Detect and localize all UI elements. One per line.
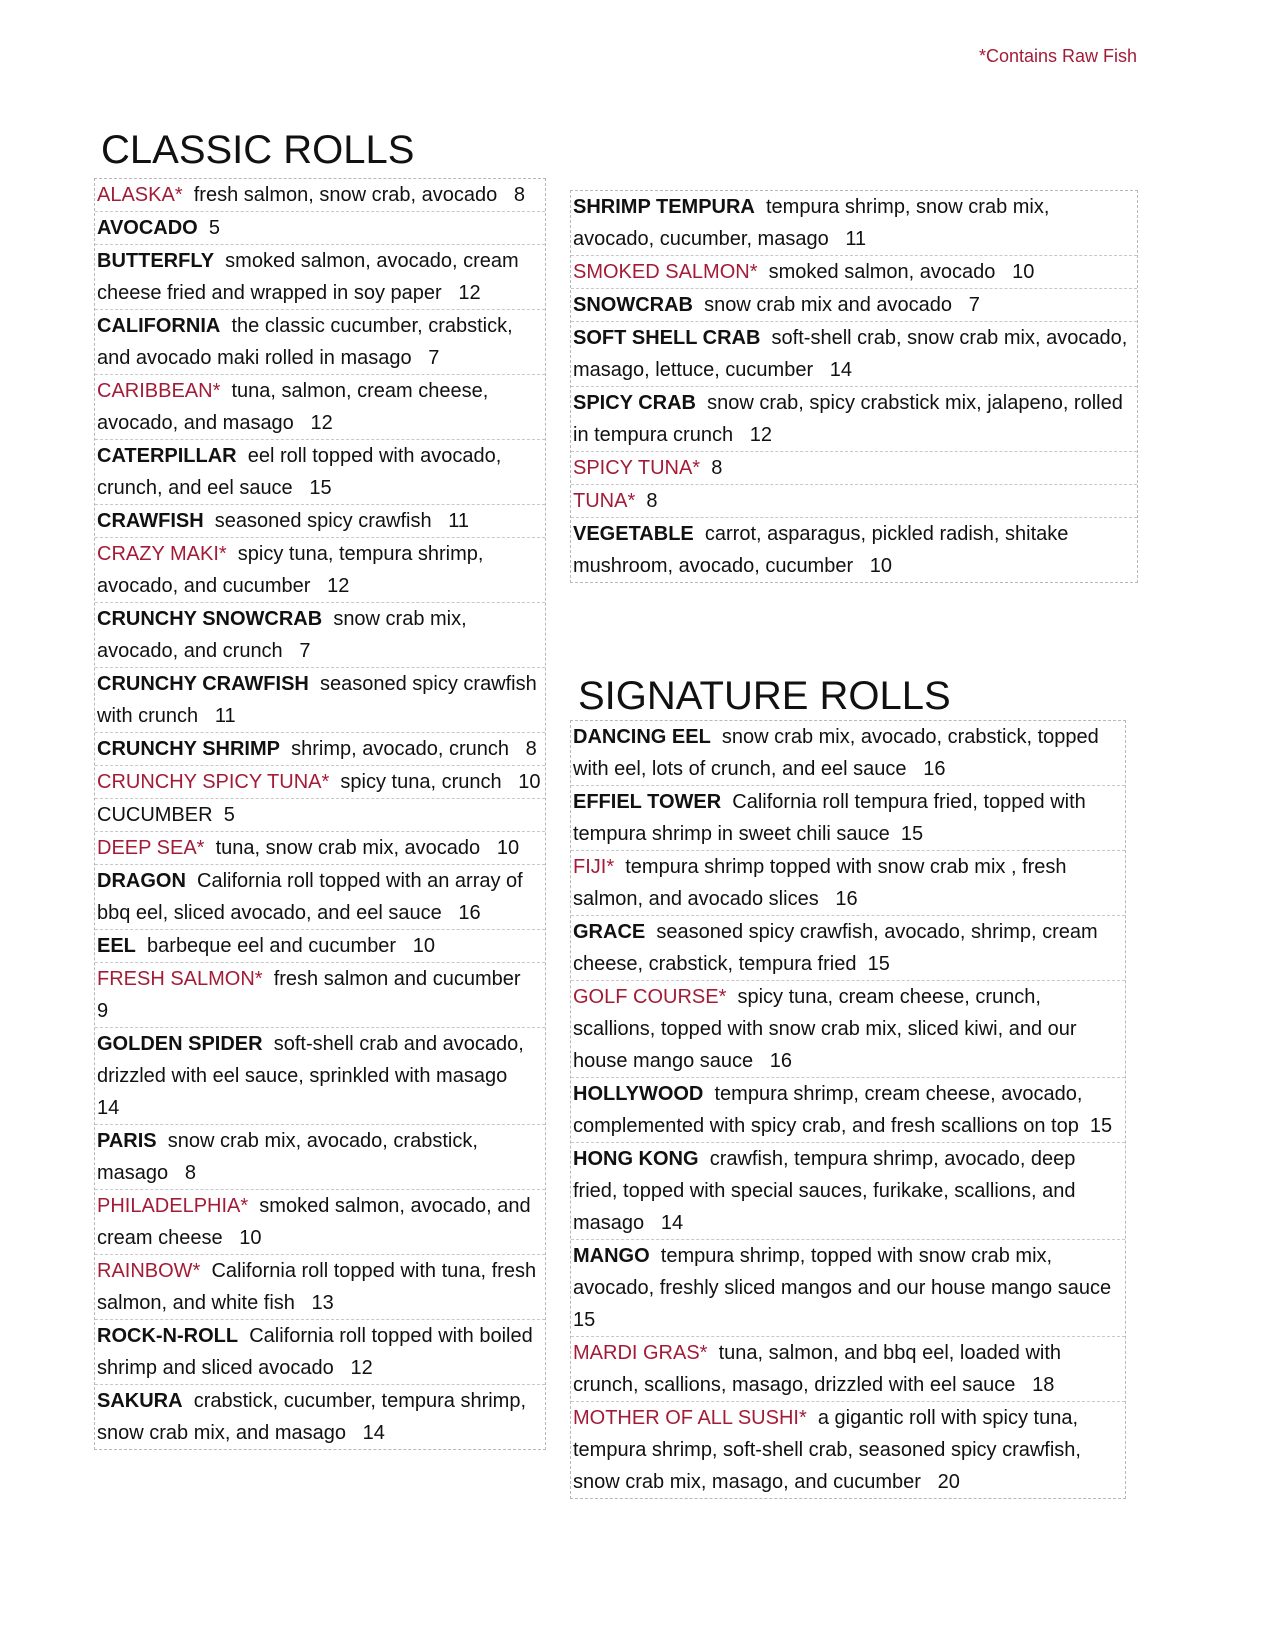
item-description: carrot, asparagus, pickled radish, shitake mushroom, avocado, cucumber 10 <box>573 523 1074 577</box>
item-description: eel roll topped with avocado, crunch, and eel sauce 15 <box>97 445 507 499</box>
item-name: GOLF COURSE* <box>573 986 727 1008</box>
item-description: soft-shell crab, snow crab mix, avocado, masago, lettuce, cucumber 14 <box>573 327 1133 381</box>
item-name: CRUNCHY SHRIMP <box>97 738 280 760</box>
item-name: ALASKA* <box>97 184 183 206</box>
menu-item <box>95 538 545 603</box>
menu-item <box>95 766 545 799</box>
item-description: California roll tempura fried, topped with tempura shrimp in sweet chili sauce 15 <box>573 791 1092 845</box>
item-name: EFFIEL TOWER <box>573 791 722 813</box>
item-name: SMOKED SALMON* <box>573 261 758 283</box>
item-description: smoked salmon, avocado, cream cheese fried and wrapped in soy paper 12 <box>97 250 525 304</box>
item-description: barbeque eel and cucumber 10 <box>147 935 436 957</box>
item-name: DRAGON <box>97 870 186 892</box>
item-name: CRUNCHY SPICY TUNA* <box>97 771 330 793</box>
item-description: spicy tuna, cream cheese, crunch, scallions, topped with snow crab mix, sliced kiwi, and our house mango sauce 16 <box>573 986 1083 1072</box>
item-description: the classic cucumber, crabstick, and avocado maki rolled in masago 7 <box>97 315 519 369</box>
item-description: snow crab, spicy crabstick mix, jalapeno, rolled in tempura crunch 12 <box>573 392 1129 446</box>
item-description: seasoned spicy crawfish 11 <box>214 510 469 532</box>
menu-item <box>571 1402 1125 1498</box>
menu-item <box>571 916 1125 981</box>
menu-item <box>95 668 545 733</box>
menu-item <box>571 1078 1125 1143</box>
item-name: CRUNCHY SNOWCRAB <box>97 608 323 630</box>
menu-item <box>95 375 545 440</box>
item-name: HOLLYWOOD <box>573 1083 704 1105</box>
item-name: SNOWCRAB <box>573 294 693 316</box>
item-description: spicy tuna, tempura shrimp, avocado, and cucumber 12 <box>97 543 490 597</box>
menu-item <box>95 1028 545 1125</box>
item-description: tempura shrimp, cream cheese, avocado, complemented with spicy crab, and fresh scallions on top 15 <box>573 1083 1113 1137</box>
item-description: soft-shell crab and avocado, drizzled with eel sauce, sprinkled with masago 14 <box>97 1033 530 1119</box>
item-name: HONG KONG <box>573 1148 699 1170</box>
item-name: SAKURA <box>97 1390 183 1412</box>
menu-item <box>571 387 1137 452</box>
menu-item <box>571 1337 1125 1402</box>
item-name: TUNA* <box>573 490 636 512</box>
menu-item <box>95 212 545 245</box>
item-name: DANCING EEL <box>573 726 711 748</box>
menu-item <box>571 1240 1128 1337</box>
menu-item <box>571 851 1125 916</box>
menu-item <box>95 310 545 375</box>
classic-rolls-title: CLASSIC ROLLS <box>101 128 415 172</box>
item-name: CARIBBEAN* <box>97 380 221 402</box>
menu-item <box>95 799 545 832</box>
item-name: AVOCADO <box>97 217 198 239</box>
menu-item <box>95 865 545 930</box>
item-name: CRAZY MAKI* <box>97 543 227 565</box>
item-description: seasoned spicy crawfish, avocado, shrimp, cream cheese, crabstick, tempura fried 15 <box>573 921 1104 975</box>
item-name: CALIFORNIA <box>97 315 221 337</box>
item-description: a gigantic roll with spicy tuna, tempura shrimp, soft-shell crab, seasoned spicy crawfish, snow crab mix, masago, and cucumber 20 <box>573 1407 1087 1493</box>
item-description: California roll topped with an array of bbq eel, sliced avocado, and eel sauce 16 <box>97 870 529 924</box>
menu-item <box>95 603 545 668</box>
item-name: VEGETABLE <box>573 523 694 545</box>
item-description: tuna, salmon, and bbq eel, loaded with crunch, scallions, masago, drizzled with eel sauce 18 <box>573 1342 1067 1396</box>
item-description: snow crab mix and avocado 7 <box>704 294 980 316</box>
item-description: fresh salmon and cucumber 9 <box>97 968 538 1022</box>
menu-item <box>95 1320 545 1385</box>
item-name: GOLDEN SPIDER <box>97 1033 263 1055</box>
menu-item <box>95 440 545 505</box>
menu-item <box>571 518 1137 582</box>
classic-rolls-list-continued <box>570 190 1138 583</box>
item-description: tuna, snow crab mix, avocado 10 <box>215 837 520 859</box>
menu-item <box>95 245 545 310</box>
item-name: CATERPILLAR <box>97 445 237 467</box>
item-name: MARDI GRAS* <box>573 1342 708 1364</box>
item-description: 5 <box>208 217 220 239</box>
item-description: 8 <box>646 490 658 512</box>
menu-item <box>571 191 1137 256</box>
menu-item <box>95 832 545 865</box>
item-description: crabstick, cucumber, tempura shrimp, snow crab mix, and masago 14 <box>97 1390 532 1444</box>
menu-item <box>95 1125 545 1190</box>
item-description: 8 <box>711 457 723 479</box>
item-description: California roll topped with tuna, fresh salmon, and white fish 13 <box>97 1260 542 1314</box>
item-description: snow crab mix, avocado, crabstick, topped with eel, lots of crunch, and eel sauce 16 <box>573 726 1105 780</box>
item-description: shrimp, avocado, crunch 8 <box>291 738 537 760</box>
raw-fish-note: *Contains Raw Fish <box>978 46 1137 66</box>
menu-item <box>95 1385 545 1449</box>
item-name: EEL <box>97 935 136 957</box>
item-description: spicy tuna, crunch 10 <box>340 771 541 793</box>
menu-item <box>571 485 1137 518</box>
menu-item <box>571 256 1137 289</box>
menu-item <box>571 452 1137 485</box>
item-name: FIJI* <box>573 856 615 878</box>
item-name: MANGO <box>573 1245 650 1267</box>
item-description: snow crab mix, avocado, crabstick, masago 8 <box>97 1130 484 1184</box>
item-description: tempura shrimp topped with snow crab mix , fresh salmon, and avocado slices 16 <box>573 856 1073 910</box>
item-description: tuna, salmon, cream cheese, avocado, and masago 12 <box>97 380 494 434</box>
menu-item <box>571 786 1125 851</box>
item-description: smoked salmon, avocado 10 <box>768 261 1035 283</box>
item-name: MOTHER OF ALL SUSHI* <box>573 1407 807 1429</box>
menu-item <box>571 721 1125 786</box>
item-name: SPICY CRAB <box>573 392 696 414</box>
menu-item <box>571 322 1137 387</box>
item-description: fresh salmon, snow crab, avocado 8 <box>193 184 526 206</box>
item-name: RAINBOW* <box>97 1260 201 1282</box>
menu-item <box>95 733 545 766</box>
menu-item <box>95 1255 545 1320</box>
menu-item <box>95 930 545 963</box>
item-description: California roll topped with boiled shrimp and sliced avocado 12 <box>97 1325 539 1379</box>
item-description: tempura shrimp, topped with snow crab mix, avocado, freshly sliced mangos and our house mango sauce 15 <box>573 1245 1128 1331</box>
item-description: 5 <box>223 804 235 826</box>
item-name: DEEP SEA* <box>97 837 205 859</box>
item-name: BUTTERFLY <box>97 250 215 272</box>
item-description: tempura shrimp, snow crab mix, avocado, cucumber, masago 11 <box>573 196 1055 250</box>
menu-item <box>95 505 545 538</box>
item-description: snow crab mix, avocado, and crunch 7 <box>97 608 473 662</box>
item-description: smoked salmon, avocado, and cream cheese 10 <box>97 1195 537 1249</box>
item-name: PARIS <box>97 1130 157 1152</box>
menu-item <box>571 981 1125 1078</box>
item-name: PHILADELPHIA* <box>97 1195 249 1217</box>
signature-rolls-list <box>570 720 1126 1499</box>
item-name: CRUNCHY CRAWFISH <box>97 673 309 695</box>
item-description: seasoned spicy crawfish with crunch 11 <box>97 673 543 727</box>
item-name: CRAWFISH <box>97 510 204 532</box>
menu-item <box>571 1143 1125 1240</box>
item-name: GRACE <box>573 921 646 943</box>
item-name: FRESH SALMON* <box>97 968 263 990</box>
menu-item <box>95 1190 545 1255</box>
item-name: CUCUMBER <box>97 804 213 826</box>
menu-item <box>571 289 1137 322</box>
item-name: SHRIMP TEMPURA <box>573 196 755 218</box>
item-name: ROCK-N-ROLL <box>97 1325 239 1347</box>
item-description: crawfish, tempura shrimp, avocado, deep fried, topped with special sauces, furikake, scallions, and masago 14 <box>573 1148 1082 1234</box>
item-name: SPICY TUNA* <box>573 457 701 479</box>
item-name: SOFT SHELL CRAB <box>573 327 761 349</box>
signature-rolls-title: SIGNATURE ROLLS <box>578 674 951 718</box>
classic-rolls-list <box>94 178 546 1450</box>
menu-item <box>95 963 545 1028</box>
menu-item <box>95 179 545 212</box>
